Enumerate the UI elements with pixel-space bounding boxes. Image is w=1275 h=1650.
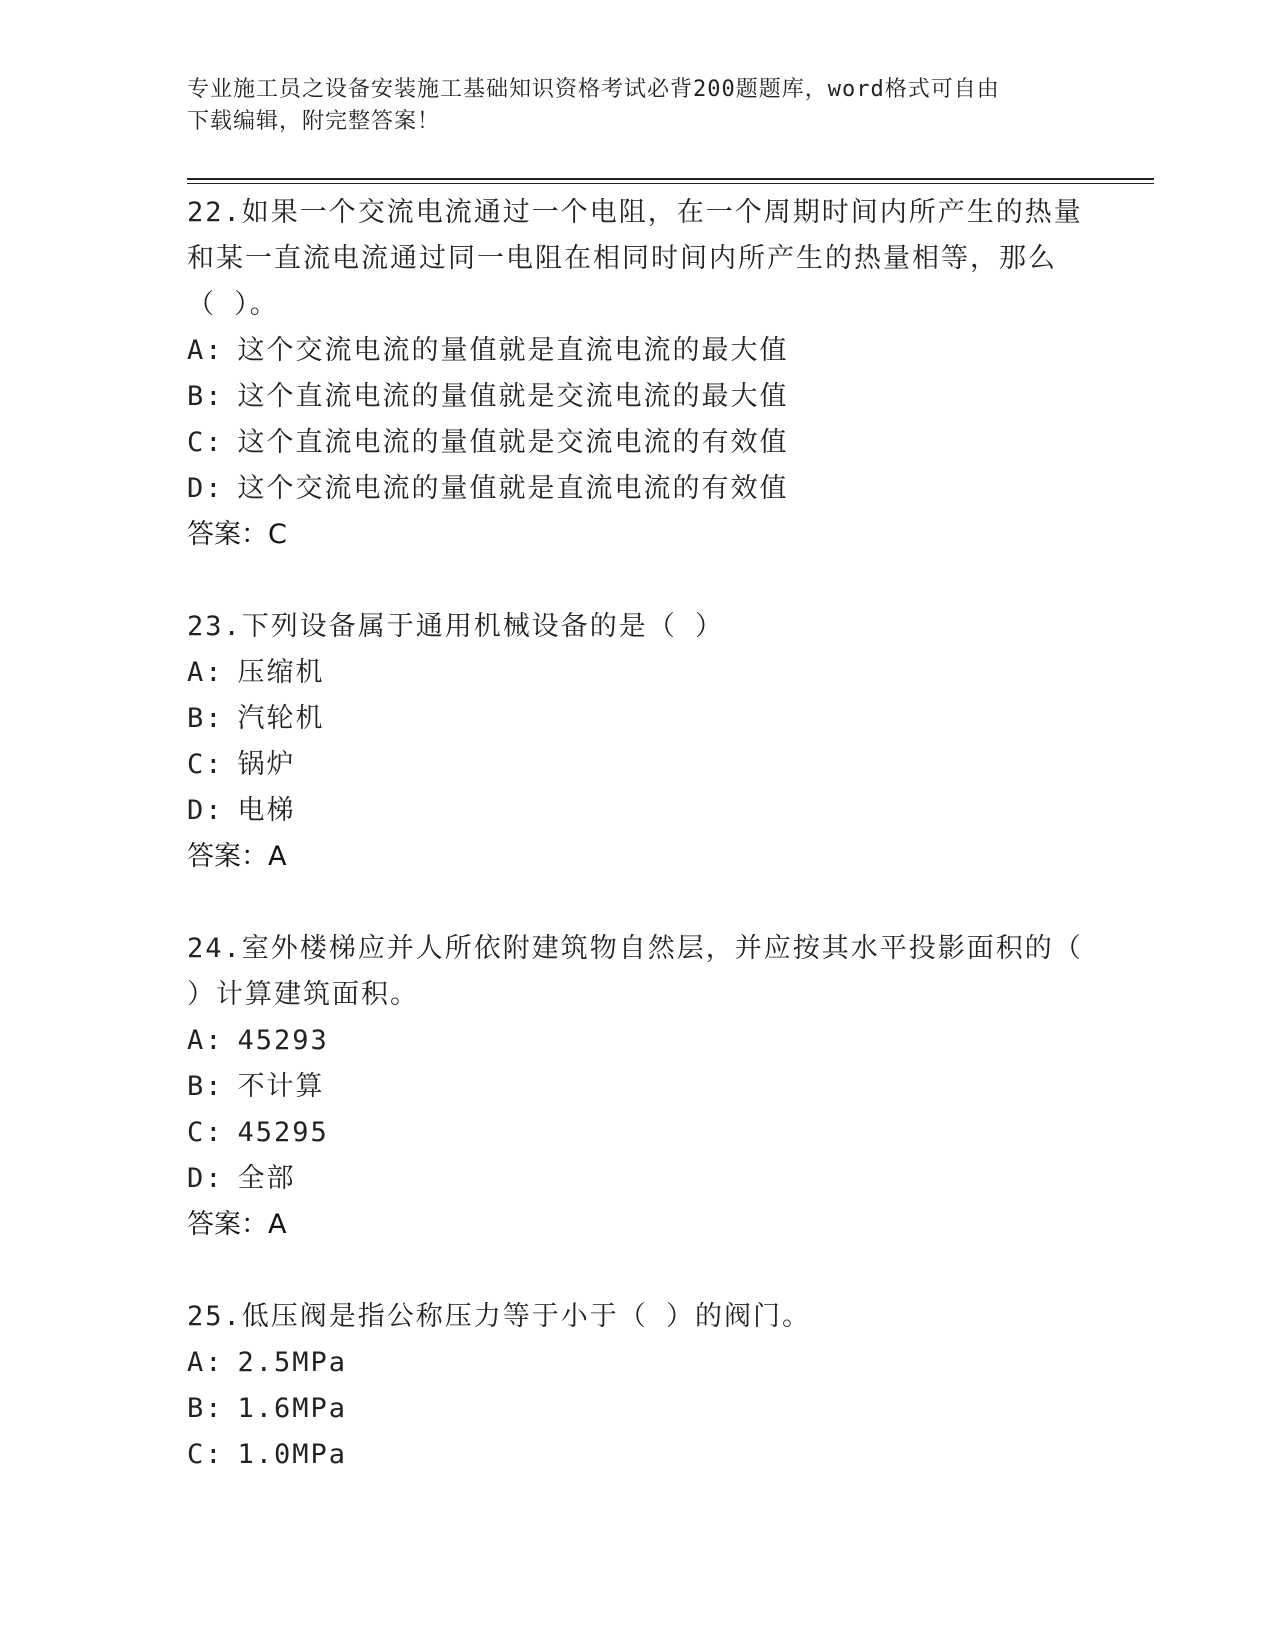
- header-title-line-1: 专业施工员之设备安装施工基础知识资格考试必背200题题库，word格式可自由: [187, 77, 1000, 102]
- answer-text: 答案：A: [187, 841, 287, 872]
- option-text: 锅炉: [237, 749, 296, 780]
- question-text-line: 24.室外楼梯应并人所依附建筑物自然层，并应按其水平投影面积的（: [187, 933, 1083, 964]
- document-header: [187, 74, 1067, 138]
- option-label: C:: [187, 749, 224, 780]
- option-a: [187, 1340, 1087, 1386]
- option-a: [187, 1018, 1087, 1064]
- option-label: C:: [187, 1439, 224, 1470]
- answer-text: 答案：A: [187, 1209, 287, 1240]
- option-text: 45295: [237, 1117, 329, 1148]
- option-text: 压缩机: [237, 657, 325, 688]
- option-b: [187, 1386, 1087, 1432]
- option-b: [187, 374, 1087, 420]
- option-label: B:: [187, 1071, 224, 1102]
- question-23: [187, 604, 1087, 880]
- option-text: 45293: [237, 1025, 329, 1056]
- option-c: [187, 742, 1087, 788]
- option-label: D:: [187, 473, 224, 504]
- option-b: [187, 1064, 1087, 1110]
- question-25: [187, 1294, 1087, 1478]
- option-text: 1.6MPa: [237, 1393, 348, 1424]
- question-text-line: 23.下列设备属于通用机械设备的是（ ）: [187, 611, 725, 642]
- option-d: [187, 788, 1087, 834]
- option-text: 汽轮机: [237, 703, 325, 734]
- option-b: [187, 696, 1087, 742]
- option-label: B:: [187, 381, 224, 412]
- option-text: 2.5MPa: [237, 1347, 348, 1378]
- option-label: D:: [187, 1163, 224, 1194]
- option-label: C:: [187, 427, 224, 458]
- answer-text: 答案：C: [187, 519, 287, 550]
- option-label: A:: [187, 657, 224, 688]
- option-text: 全部: [237, 1163, 296, 1194]
- question-text-line: 25.低压阀是指公称压力等于小于（ ）的阀门。: [187, 1301, 812, 1332]
- question-text-line: ）计算建筑面积。: [187, 979, 419, 1010]
- question-24: [187, 926, 1087, 1248]
- option-a: [187, 650, 1087, 696]
- option-c: [187, 1432, 1087, 1478]
- question-text-line: 和某一直流电流通过同一电阻在相同时间内所产生的热量相等，那么: [187, 243, 1057, 274]
- option-label: D:: [187, 795, 224, 826]
- option-c: [187, 420, 1087, 466]
- option-text: 这个直流电流的量值就是交流电流的最大值: [237, 381, 789, 412]
- option-a: [187, 328, 1087, 374]
- spacer: [187, 1248, 1087, 1294]
- option-label: A:: [187, 1025, 224, 1056]
- option-label: B:: [187, 1393, 224, 1424]
- question-list: [187, 190, 1087, 1478]
- option-d: [187, 1156, 1087, 1202]
- option-text: 这个交流电流的量值就是直流电流的有效值: [237, 473, 789, 504]
- option-text: 这个直流电流的量值就是交流电流的有效值: [237, 427, 789, 458]
- question-text-line: （ ）。: [187, 289, 279, 320]
- spacer: [187, 880, 1087, 926]
- option-c: [187, 1110, 1087, 1156]
- option-text: 1.0MPa: [237, 1439, 348, 1470]
- spacer: [187, 558, 1087, 604]
- option-d: [187, 466, 1087, 512]
- option-label: C:: [187, 1117, 224, 1148]
- option-text: 电梯: [237, 795, 296, 826]
- header-divider-thin: [187, 183, 1154, 184]
- option-label: A:: [187, 1347, 224, 1378]
- option-label: A:: [187, 335, 224, 366]
- option-text: 这个交流电流的量值就是直流电流的最大值: [237, 335, 789, 366]
- header-divider-thick: [187, 178, 1154, 180]
- question-text-line: 22.如果一个交流电流通过一个电阻，在一个周期时间内所产生的热量: [187, 197, 1083, 228]
- question-22: [187, 190, 1087, 558]
- header-title-line-2: 下载编辑，附完整答案！: [187, 109, 441, 134]
- option-text: 不计算: [237, 1071, 325, 1102]
- option-label: B:: [187, 703, 224, 734]
